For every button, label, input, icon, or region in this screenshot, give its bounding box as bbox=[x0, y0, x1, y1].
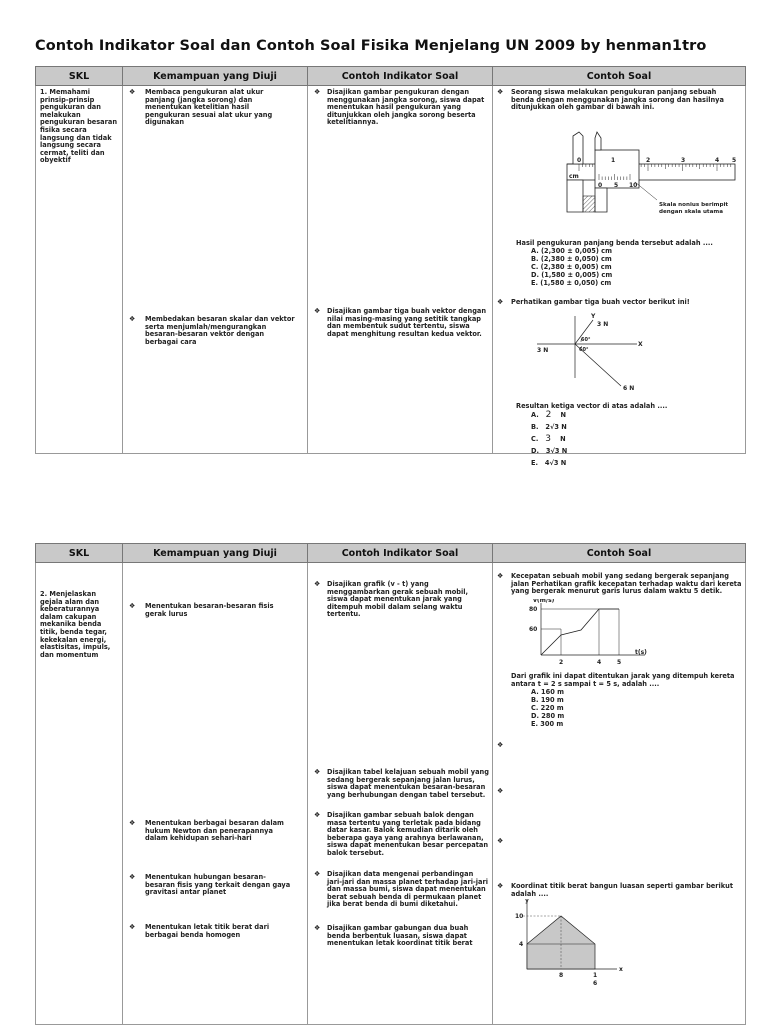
option-item: C. (2,380 ± 0,005) cm bbox=[531, 263, 612, 271]
option-item: B. (2,380 ± 0,050) cm bbox=[531, 255, 612, 263]
option-item: A. 2 N bbox=[531, 410, 567, 420]
bullet-icon: ❖ bbox=[497, 298, 504, 306]
option-item: A. (2,300 ± 0,005) cm bbox=[531, 247, 612, 255]
kemampuan-3-text: Menentukan hubungan besaran-besaran fisis yang terkait dengan gaya gravitasi antar planet bbox=[145, 873, 291, 897]
header-skl: SKL bbox=[36, 544, 123, 563]
main-tick-label: 0 bbox=[577, 157, 582, 164]
bullet-icon: ❖ bbox=[314, 307, 321, 315]
indikator-1-text: Disajikan gambar pengukuran dengan menggunakan jangka sorong, siswa dapat menentukan hasil pengukuran yang ditunjukkan oleh jangka sorong beserta ketelitiannya. bbox=[327, 88, 485, 127]
option-item: C. 220 m bbox=[531, 704, 564, 712]
vector-up-label: 3 N bbox=[597, 321, 609, 328]
main-tick-label: 5 bbox=[732, 157, 737, 164]
main-tick-label: 1 bbox=[611, 157, 616, 164]
vt-y-tick: 80 bbox=[529, 606, 538, 613]
bullet-icon: ❖ bbox=[314, 88, 321, 96]
option-item: E. (1,580 ± 0,050) cm bbox=[531, 279, 612, 287]
kemampuan-2-text: Membedakan besaran skalar dan vektor serta menjumlah/mengurangkan besaran-besaran vektor dengan berbagai cara bbox=[145, 315, 295, 346]
bullet-icon: ❖ bbox=[497, 882, 504, 890]
vt-x-tick: 4 bbox=[597, 659, 602, 666]
vt-xlabel: t(s) bbox=[635, 649, 647, 656]
bullet-icon: ❖ bbox=[129, 873, 136, 881]
soal-5-question: Koordinat titik berat bangun luasan seperti gambar berikut adalah .... bbox=[511, 882, 733, 898]
option-item: D. 280 m bbox=[531, 712, 565, 720]
soal-1-question: Seorang siswa melakukan pengukuran panjang sebuah benda dengan menggunakan jangka sorong dan hasilnya ditunjukkan oleh gambar di bawah ini. bbox=[511, 88, 724, 112]
vt-x-tick: 5 bbox=[617, 659, 622, 666]
option-item: D. (1,580 ± 0,005) cm bbox=[531, 271, 613, 279]
skl-text: 2. Menjelaskan gejala alam dan keberaturannya dalam cakupan mekanika benda titik, benda tegar, kekekalan energi, elastisitas, impuls, dan momentum bbox=[40, 590, 111, 659]
bullet-icon: ❖ bbox=[314, 924, 321, 932]
skl-cell bbox=[36, 86, 123, 454]
cg-xlabel: x bbox=[619, 966, 623, 973]
kemampuan-1-text: Membaca pengukuran alat ukur panjang (jangka sorong) dan menentukan ketelitian hasil pengukuran sesuai alat ukur yang digunakan bbox=[145, 88, 273, 127]
indikator-cell bbox=[308, 563, 493, 1025]
kemampuan-cell bbox=[123, 86, 308, 454]
option-item: C. 3 N bbox=[531, 434, 566, 444]
bullet-icon: ❖ bbox=[129, 602, 136, 610]
bullet-icon: ❖ bbox=[129, 819, 136, 827]
nonius-tick-label: 10 bbox=[629, 182, 638, 189]
bullet-icon: ❖ bbox=[497, 88, 504, 96]
angle-label: 60° bbox=[579, 347, 589, 353]
cg-ylabel: y bbox=[525, 899, 529, 904]
table-2 bbox=[35, 543, 746, 1025]
caliper-diagram bbox=[539, 130, 739, 230]
nonius-note: Skala nonius berimpit bbox=[659, 202, 729, 208]
skl-cell bbox=[36, 563, 123, 1025]
soal-1-question: Kecepatan sebuah mobil yang sedang bergerak sepanjang jalan Perhatikan grafik kecepatan terhadap waktu dari kereta yang bergerak menurut garis lurus dalam waktu 5 detik. bbox=[511, 572, 742, 596]
vt-ylabel: v(m/s) bbox=[533, 599, 555, 604]
main-tick-label: 3 bbox=[681, 157, 686, 164]
bullet-icon: ❖ bbox=[314, 768, 321, 776]
angle-label: 60° bbox=[581, 337, 591, 343]
bullet-icon: ❖ bbox=[497, 837, 504, 845]
cg-y-tick: 10 bbox=[515, 913, 524, 920]
header-soal: Contoh Soal bbox=[493, 544, 746, 563]
indikator-2-text: Disajikan tabel kelajuan sebuah mobil yang sedang bergerak sepanjang jalan lurus, siswa dapat menentukan besaran-besaran yang berhubungan dengan tabel tersebut. bbox=[327, 768, 489, 799]
soal-2-question: Perhatikan gambar tiga buah vector berikut ini! bbox=[511, 298, 690, 306]
option-item: B. 2√3 N bbox=[531, 423, 567, 431]
bullet-icon: ❖ bbox=[314, 580, 321, 588]
header-kemampuan: Kemampuan yang Diuji bbox=[123, 67, 308, 86]
header-kemampuan: Kemampuan yang Diuji bbox=[123, 544, 308, 563]
bullet-icon: ❖ bbox=[497, 787, 504, 795]
header-soal: Contoh Soal bbox=[493, 67, 746, 86]
vector-left-label: 3 N bbox=[537, 347, 549, 354]
option-item: A. 160 m bbox=[531, 688, 564, 696]
cg-x-tick: 8 bbox=[559, 972, 564, 979]
indikator-2-text: Disajikan gambar tiga buah vektor dengan nilai masing-masing yang setitik tangkap dan membentuk sudut tertentu, siswa dapat menghitung resultan kedua vektor. bbox=[327, 307, 487, 338]
soal-1-stem: Hasil pengukuran panjang benda tersebut adalah .... bbox=[516, 239, 713, 247]
kemampuan-cell bbox=[123, 563, 308, 1025]
main-tick-label: 4 bbox=[715, 157, 720, 164]
bullet-icon: ❖ bbox=[129, 923, 136, 931]
soal-1-stem: Dari grafik ini dapat ditentukan jarak yang ditempuh kereta antara t = 2 s sampai t = 5 s, adalah .... bbox=[511, 672, 735, 688]
kemampuan-2-text: Menentukan berbagai besaran dalam hukum Newton dan penerapannya dalam kehidupan sehari-hari bbox=[145, 819, 284, 843]
main-tick-label: 2 bbox=[646, 157, 651, 164]
bullet-icon: ❖ bbox=[314, 811, 321, 819]
header-skl: SKL bbox=[36, 67, 123, 86]
vector-diagram bbox=[533, 312, 653, 394]
vector-down-label: 6 N bbox=[623, 385, 635, 392]
page-title: Contoh Indikator Soal dan Contoh Soal Fisika Menjelang UN 2009 by henman1tro bbox=[35, 38, 707, 54]
vt-y-tick: 60 bbox=[529, 626, 538, 633]
nonius-tick-label: 5 bbox=[614, 182, 619, 189]
cg-y-tick: 4 bbox=[519, 941, 524, 948]
kemampuan-1-text: Menentukan besaran-besaran fisis gerak lurus bbox=[145, 602, 274, 618]
option-item: E. 300 m bbox=[531, 720, 564, 728]
header-indikator: Contoh Indikator Soal bbox=[308, 544, 493, 563]
cg-x-tick: 1 bbox=[593, 972, 598, 979]
indikator-4-text: Disajikan data mengenai perbandingan jari-jari dan massa planet terhadap jari-jari dan massa bumi, siswa dapat menentukan berat sebuah benda di permukaan planet jika berat benda di bumi diketahui. bbox=[327, 870, 488, 909]
bullet-icon: ❖ bbox=[497, 741, 504, 749]
cg-x-tick: 6 bbox=[593, 980, 598, 987]
vt-x-tick: 2 bbox=[559, 659, 564, 666]
option-item: D. 3√3 N bbox=[531, 447, 568, 455]
soal-cell bbox=[493, 86, 746, 467]
option-item: E. 4√3 N bbox=[531, 459, 567, 467]
indikator-5-text: Disajikan gambar gabungan dua buah benda berbentuk luasan, siswa dapat menentukan letak koordinat titik berat bbox=[327, 924, 473, 948]
indikator-1-text: Disajikan grafik (v - t) yang menggambarkan gerak sebuah mobil, siswa dapat menentukan jarak yang ditempuh mobil dalam selang waktu tertentu. bbox=[327, 580, 469, 619]
soal-2-stem: Resultan ketiga vector di atas adalah .... bbox=[516, 402, 668, 410]
indikator-3-text: Disajikan gambar sebuah balok dengan masa tertentu yang terletak pada bidang datar kasar. Balok kemudian ditarik oleh beberapa gaya yang arahnya berlawanan, siswa dapat menentukan besar percepatan balok tersebut. bbox=[327, 811, 489, 857]
bullet-icon: ❖ bbox=[129, 88, 136, 96]
vector-y-label: Y bbox=[591, 313, 596, 320]
vt-graph bbox=[525, 599, 655, 671]
indikator-cell bbox=[308, 86, 493, 454]
nonius-note: dengan skala utama bbox=[659, 209, 723, 215]
skl-text: 1. Memahami prinsip-prinsip pengukuran dan melakukan pengukuran besaran fisika secara langsung dan tidak langsung secara cermat, teliti dan obyektif bbox=[40, 88, 118, 165]
unit-label: cm bbox=[569, 173, 579, 180]
vector-x-label: X bbox=[638, 341, 643, 348]
soal-cell bbox=[493, 563, 746, 1025]
header-indikator: Contoh Indikator Soal bbox=[308, 67, 493, 86]
nonius-tick-label: 0 bbox=[598, 182, 603, 189]
table-1 bbox=[35, 66, 746, 467]
bullet-icon: ❖ bbox=[129, 315, 136, 323]
bullet-icon: ❖ bbox=[497, 572, 504, 580]
kemampuan-4-text: Menentukan letak titik berat dari berbagai benda homogen bbox=[145, 923, 270, 939]
option-item: B. 190 m bbox=[531, 696, 564, 704]
bullet-icon: ❖ bbox=[314, 870, 321, 878]
cg-graph bbox=[513, 899, 623, 989]
